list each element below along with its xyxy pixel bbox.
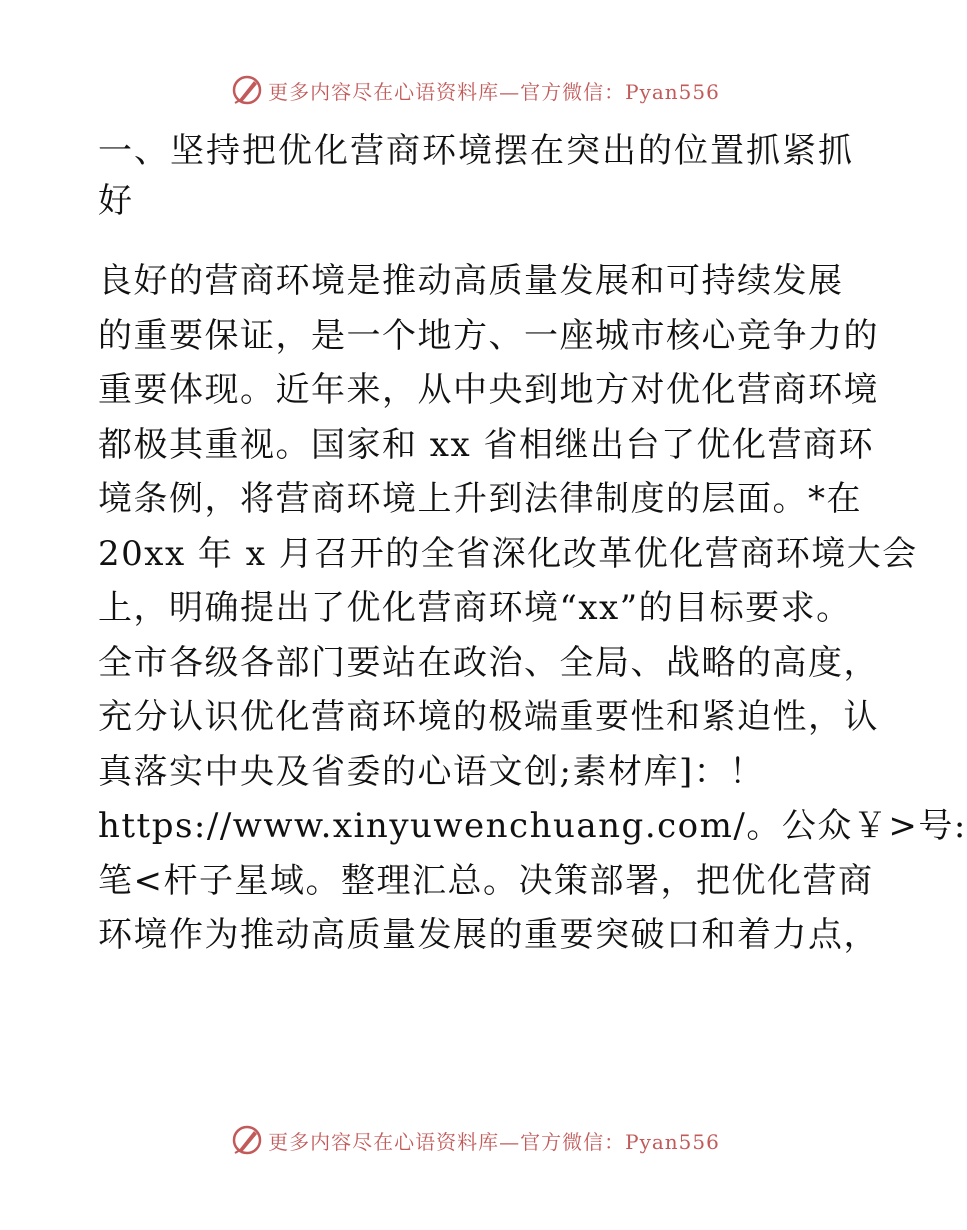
body-line: 上，明确提出了优化营商环境“xx”的目标要求。 [98,588,852,628]
watermark-dash: — [499,79,521,104]
body-paragraph [98,254,967,963]
watermark-text [268,76,720,105]
body-line: 的重要保证，是一个地方、一座城市核心竞争力的 [98,315,879,356]
body-line: 良好的营商环境是推动高质量发展和可持续发展 [98,261,844,301]
body-line: 境条例，将营商环境上升到法律制度的层面。*在 [98,479,862,519]
watermark-wechat-text: 官方微信：Pyan556 [520,1129,720,1154]
watermark-site-text: 更多内容尽在心语资料库 [268,1129,500,1154]
body-line: 重要体现。近年来，从中央到地方对优化营商环境 [98,370,879,410]
body-line: 环境作为推动高质量发展的重要突破口和着力点， [98,915,879,955]
heading-line: 一、坚持把优化营商环境摆在突出的位置抓紧抓 [98,131,854,171]
quill-pen-circle-icon [230,1123,264,1157]
watermark-text [268,1126,720,1155]
watermark-site-text: 更多内容尽在心语资料库 [268,79,500,104]
body-line: 都极其重视。国家和 xx 省相继出台了优化营商环 [98,424,874,465]
section-heading [98,126,858,226]
quill-pen-circle-icon [230,73,264,107]
body-line-url: https://www.xinyuwenchuang.com/。公众￥>号: [98,806,967,846]
heading-line: 好 [98,181,134,221]
body-line: 笔<杆子星域。整理汇总。决策部署，把优化营商 [98,860,874,901]
watermark-header [0,70,950,110]
watermark-wechat-text: 官方微信：Pyan556 [520,79,720,104]
body-line: 真落实中央及省委的心语文创;素材库]：！ [98,751,765,792]
watermark-dash: — [499,1129,521,1154]
watermark-footer [0,1120,950,1160]
body-line: 充分认识优化营商环境的极端重要性和紧迫性，认 [98,697,879,737]
body-line: 20xx 年 x 月召开的全省深化改革优化营商环境大会 [98,533,918,574]
body-line: 全市各级各部门要站在政治、全局、战略的高度， [98,642,879,683]
